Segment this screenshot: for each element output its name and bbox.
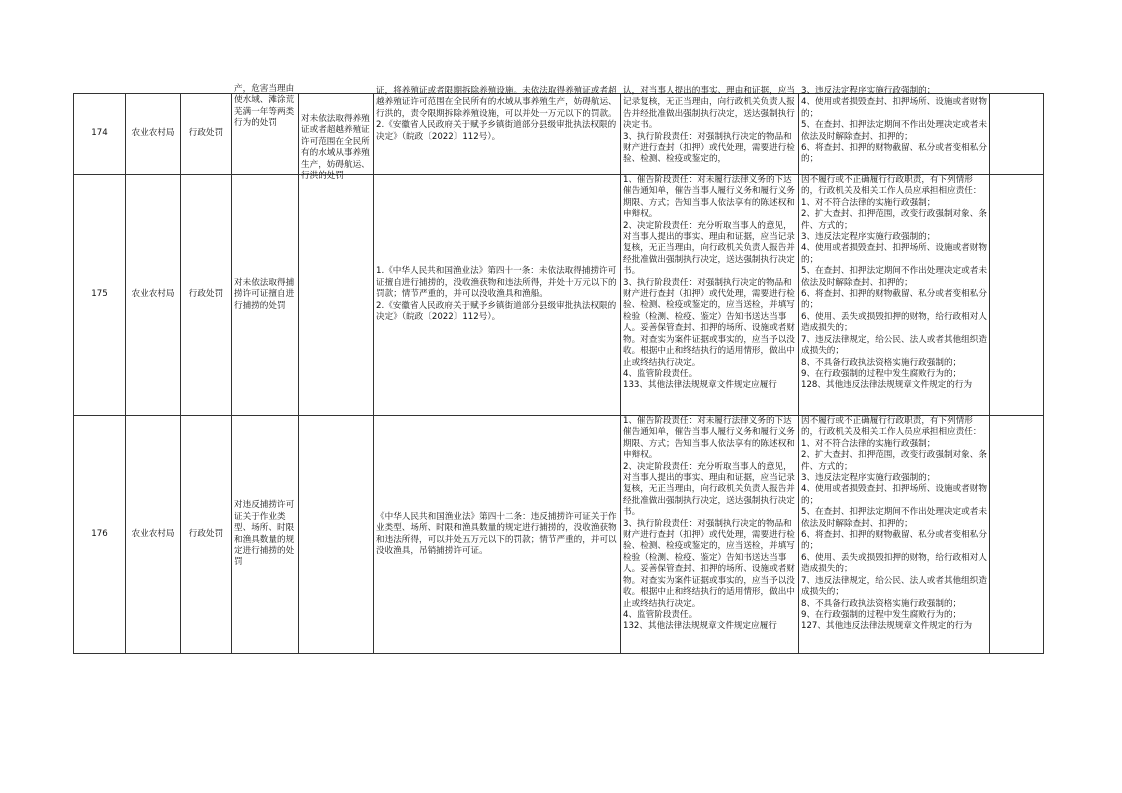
penalty-type-cell: 行政处罚 — [181, 94, 232, 175]
table-row — [74, 94, 1044, 175]
department-cell: 农业农村局 — [126, 416, 181, 654]
accountability-cell — [799, 416, 990, 654]
item-name-cell — [232, 84, 299, 175]
item-name-text: 对违反捕捞许可证关于作业类型、场所、时限和渔具数量的规定进行捕捞的处罚 — [234, 500, 295, 568]
table-row — [74, 175, 1044, 416]
note-cell — [990, 94, 1044, 175]
duty-text: 认，对当事人提出的事实、理由和证据，应当记录复核，无正当理由，向行政机关负责人报告并经批准做出强制执行决定，送达强制执行决定书。 3、执行阶段责任：对强制执行决定的物品和财产进行查封（扣押）或代处理，需要进行检验、检测、检疫或鉴定的， — [623, 86, 795, 165]
note-cell — [990, 416, 1044, 654]
item-name-cell — [232, 416, 299, 654]
legal-basis-text: 《中华人民共和国渔业法》第四十二条：违反捕捞许可证关于作业类型、场所、时限和渔具数量的规定进行捕捞的，没收渔获物和违法所得，可以并处五万元以下的罚款；情节严重的，并可以没收渔具，吊销捕捞许可证。 — [376, 511, 617, 556]
sub-item-cell — [299, 416, 374, 654]
note-cell — [990, 175, 1044, 416]
row-number: 175 — [74, 175, 126, 416]
duty-text: 1、催告阶段责任：对未履行法律义务的下达催告通知单，催告当事人履行义务和履行义务期限、方式；告知当事人依法享有的陈述权和申辩权。 2、决定阶段责任：充分听取当事人的意见，对当事人提出的事实、理由和证据，应当记录复核，无正当理由，向行政机关负责人报告并经批准做出强制执行决定，送达强制执行决定书。 3、执行阶段责任：对强制执行决定的物品和财产进行查封（扣押）或代处理，需要进行检验、检测、检疫或鉴定的，应当送检，并填写检验（检测、检疫、鉴定）告知书送达当事人。妥善保管查封、扣押的场所、设施或者财物。对查实为案件证据或事实的，应当予以没收。根据中止和终结执行的适用情形，做出中止或终结执行决定。 4、监管阶段责任。 133、其他法律法规规章文件规定应履行 — [623, 175, 795, 391]
penalty-type-cell: 行政处罚 — [181, 175, 232, 416]
item-name-text: 产，危害当理由使水域、滩涂荒芜满一年等两类行为的处罚 — [234, 84, 295, 129]
accountability-text: 因不履行或不正确履行行政职责，有下列情形的，行政机关及相关工作人员应承担相应责任： 1、对不符合法律的实施行政强制； 2、扩大查封、扣押范围，改变行政强制对象、条件、方式的； 3、违反法定程序实施行政强制的； 4、使用或者损毁查封、扣押场所、设施或者财物的； 5、在查封、扣押法定期间不作出处理决定或者未依法及时解除查封、扣押的； 6、将查封、扣押的财物截留、私分或者变相私分的； 6、使用、丢失或损毁扣押的财物，给行政相对人造成损失的； 7、违反法律规定，给公民、法人或者其他组织造成损失的； 8、不具备行政执法资格实施行政强制的； 9、在行政强制的过程中发生腐败行为的； 127、其他违反法律法规规章文件规定的行为 — [801, 416, 987, 632]
authority-table — [73, 84, 1044, 654]
table-row — [74, 416, 1044, 654]
accountability-cell — [799, 86, 990, 175]
sub-item-cell — [299, 175, 374, 416]
sub-item-cell — [299, 94, 374, 182]
department-cell: 农业农村局 — [126, 94, 181, 175]
duty-text: 1、催告阶段责任：对未履行法律义务的下达催告通知单，催告当事人履行义务和履行义务期限、方式；告知当事人依法享有的陈述权和申辩权。 2、决定阶段责任：充分听取当事人的意见，对当事人提出的事实、理由和证据，应当记录复核，无正当理由，向行政机关负责人报告并经批准做出强制执行决定，送达强制执行决定书。 3、执行阶段责任：对强制执行决定的物品和财产进行查封（扣押）或代处理，需要进行检验、检测、检疫或鉴定的，应当送检，并填写检验（检测、检疫、鉴定）告知书送达当事人。妥善保管查封、扣押的场所、设施或者财物。对查实为案件证据或事实的，应当予以没收。根据中止和终结执行的适用情形，做出中止或终结执行决定。 4、监管阶段责任。 132、其他法律法规规章文件规定应履行 — [623, 416, 795, 632]
row-number: 174 — [74, 94, 126, 175]
legal-basis-text: 1.《中华人民共和国渔业法》第四十一条：未依法取得捕捞许可证擅自进行捕捞的，没收渔获物和违法所得，并处十万元以下的罚款；情节严重的，并可以没收渔具和渔船。 2.《安徽省人民政府关于赋予乡镇街道部分县级审批执法权限的决定》（皖政〔2022〕112号）。 — [376, 266, 617, 323]
row-number: 176 — [74, 416, 126, 654]
legal-basis-cell — [374, 86, 621, 175]
duty-cell — [621, 175, 799, 416]
item-name-text: 对未依法取得捕捞许可证擅自进行捕捞的处罚 — [234, 277, 295, 311]
duty-cell — [621, 416, 799, 654]
legal-basis-text: 证，将养殖证或者限期拆除养殖设施。未依法取得养殖证或者超越养殖证许可范围在全民所有的水域从事养殖生产，妨碍航运、行洪的，责令限期拆除养殖设施，可以并处一万元以下的罚款。 2.《安徽省人民政府关于赋予乡镇街道部分县级审批执法权限的决定》（皖政〔2022〕112号）。 — [376, 86, 617, 142]
penalty-type-cell: 行政处罚 — [181, 416, 232, 654]
accountability-cell — [799, 175, 990, 416]
accountability-text: 3、违反法定程序实施行政强制的； 4、使用或者损毁查封、扣押场所、设施或者财物的； 5、在查封、扣押法定期间不作出处理决定或者未依法及时解除查封、扣押的； 6、将查封、扣押的财物截留、私分或者变相私分的； — [801, 86, 987, 165]
duty-cell — [621, 86, 799, 175]
legal-basis-cell — [374, 175, 621, 416]
sub-item-text: 对未依法取得养殖证或者超越养殖证许可范围在全民所有的水域从事养殖生产，妨碍航运、行洪的处罚 — [301, 114, 370, 182]
legal-basis-cell — [374, 416, 621, 654]
accountability-text: 因不履行或不正确履行行政职责，有下列情形的，行政机关及相关工作人员应承担相应责任： 1、对不符合法律的实施行政强制； 2、扩大查封、扣押范围，改变行政强制对象、条件、方式的； 3、违反法定程序实施行政强制的； 4、使用或者损毁查封、扣押场所、设施或者财物的； 5、在查封、扣押法定期间不作出处理决定或者未依法及时解除查封、扣押的； 6、将查封、扣押的财物截留、私分或者变相私分的； 6、使用、丢失或损毁扣押的财物，给行政相对人造成损失的； 7、违反法律规定，给公民、法人或者其他组织造成损失的； 8、不具备行政执法资格实施行政强制的； 9、在行政强制的过程中发生腐败行为的； 128、其他违反法律法规规章文件规定的行为 — [801, 175, 987, 391]
item-name-cell — [232, 175, 299, 416]
department-cell: 农业农村局 — [126, 175, 181, 416]
